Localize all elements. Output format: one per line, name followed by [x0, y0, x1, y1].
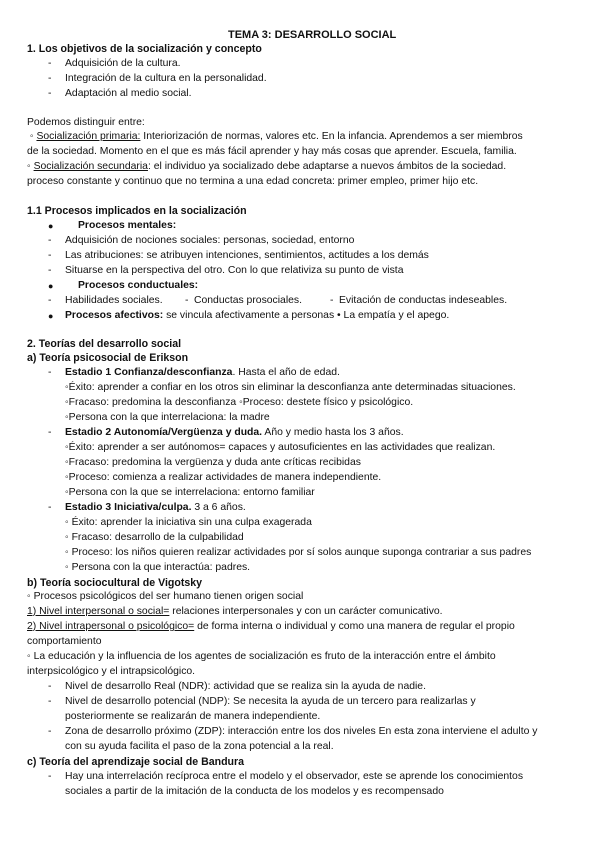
stage-detail: ◦Proceso: comienza a realizar actividades de manera independiente. — [65, 472, 382, 483]
stage-2-line: Estadio 2 Autonomía/Vergüenza y duda. Año y medio hasta los 3 años. — [65, 427, 404, 438]
stage-detail: ◦ Fracaso: desarrollo de la culpabilidad — [65, 532, 244, 543]
development-level-item-cont: con su ayuda facilita el paso de la zona potencial a la real. — [65, 741, 334, 752]
vigotsky-intro: ◦ Procesos psicológicos del ser humano tienen origen social — [27, 591, 304, 602]
development-level-item: Zona de desarrollo próximo (ZDP): interacción entre los dos niveles En esta zona interviene el adulto y — [65, 726, 538, 737]
dash-marker: - — [48, 235, 52, 246]
dash-marker: - — [330, 295, 334, 306]
vigotsky-heading: b) Teoría sociocultural de Vigotsky — [27, 577, 203, 589]
section-1-1-heading: 1.1 Procesos implicados en la socialización — [27, 205, 247, 217]
level-1-line: 1) Nivel interpersonal o social= relaciones interpersonales y con un carácter comunicativo. — [27, 606, 443, 617]
behavioral-process-item: Evitación de conductas indeseables. — [339, 295, 508, 306]
dash-marker: - — [48, 726, 52, 737]
behavioral-process-item: Habilidades sociales. — [65, 295, 163, 306]
affective-processes-line: Procesos afectivos: se vincula afectivamente a personas • La empatía y el apego. — [65, 310, 450, 321]
dash-marker: - — [48, 250, 52, 261]
development-level-item: Nivel de desarrollo Real (NDR): actividad que se realiza sin la ayuda de nadie. — [65, 681, 426, 692]
behavioral-processes-label: Procesos conductuales: — [78, 280, 199, 291]
objective-item: Integración de la cultura en la personalidad. — [65, 73, 267, 84]
bullet-marker: ● — [48, 311, 54, 321]
stage-2-title: Estadio 2 Autonomía/Vergüenza y duda. — [65, 427, 263, 438]
level-1-label: 1) Nivel interpersonal o social= — [27, 606, 170, 617]
level-2-line: 2) Nivel intrapersonal o psicológico= de forma interna o individual y como una manera de regular el propio — [27, 621, 515, 632]
secondary-socialization-line-2: proceso constante y continuo que no termina a una edad concreta: primer empleo, primer hijo etc. — [27, 176, 479, 187]
mental-process-item: Situarse en la perspectiva del otro. Con lo que relativiza su punto de vista — [65, 265, 404, 276]
secondary-socialization-line: ◦ Socialización secundaria: el individuo ya socializado debe adaptarse a nuevos ámbitos de la sociedad. — [27, 161, 507, 172]
bandura-text-2: sociales a partir de la imitación de la conducta de los modelos y es recompensado — [65, 786, 444, 797]
bullet-marker: ● — [48, 281, 54, 291]
dash-marker: - — [48, 771, 52, 782]
development-level-item-cont: posteriormente se realizarán de manera independiente. — [65, 711, 321, 722]
development-level-item: Nivel de desarrollo potencial (NDP): Se necesita la ayuda de un tercero para realizarlas y — [65, 696, 476, 707]
dash-marker: - — [48, 681, 52, 692]
stage-detail: ◦ Proceso: los niños quieren realizar actividades por sí solos aunque suponga contrariar a sus padres — [65, 547, 532, 558]
stage-1-title: Estadio 1 Confianza/desconfianza — [65, 367, 233, 378]
erikson-heading: a) Teoría psicosocial de Erikson — [27, 352, 189, 364]
dash-marker: - — [48, 502, 52, 513]
bandura-text: Hay una interrelación recíproca entre el modelo y el observador, este se aprende los conocimientos — [65, 771, 524, 782]
dash-marker: - — [48, 88, 52, 99]
stage-3-title: Estadio 3 Iniciativa/culpa. — [65, 502, 192, 513]
level-2-label: 2) Nivel intrapersonal o psicológico= — [27, 621, 195, 632]
stage-detail: ◦ Éxito: aprender la iniciativa sin una culpa exagerada — [65, 517, 312, 528]
primary-socialization-label: Socialización primaria: — [36, 131, 141, 142]
dash-marker: - — [48, 58, 52, 69]
stage-1-line: Estadio 1 Confianza/desconfianza. Hasta el año de edad. — [65, 367, 340, 378]
bullet-marker: ● — [48, 221, 54, 231]
stage-detail: ◦ Persona con la que interactúa: padres. — [65, 562, 251, 573]
mental-processes-label: Procesos mentales: — [78, 220, 177, 231]
bandura-heading: c) Teoría del aprendizaje social de Bandura — [27, 756, 245, 768]
mental-process-item: Adquisición de nociones sociales: personas, sociedad, entorno — [65, 235, 355, 246]
section-2-heading: 2. Teorías del desarrollo social — [27, 338, 182, 350]
stage-detail: ◦Persona con la que se interrelaciona: entorno familiar — [65, 487, 315, 498]
dash-marker: - — [48, 696, 52, 707]
objective-item: Adquisición de la cultura. — [65, 58, 181, 69]
stage-detail: ◦Éxito: aprender a ser autónomos= capaces y autosuficientes en las actividades que realizan. — [65, 442, 496, 453]
dash-marker: - — [48, 295, 52, 306]
distinguish-text: Podemos distinguir entre: — [27, 117, 145, 128]
primary-socialization-line-2: de la sociedad. Momento en el que es más fácil aprender y hay más cosas que aprender. Escuela, familia. — [27, 146, 517, 157]
secondary-socialization-label: Socialización secundaria — [33, 161, 148, 172]
dash-marker: - — [48, 427, 52, 438]
dash-marker: - — [48, 265, 52, 276]
section-1-heading: 1. Los objetivos de la socialización y concepto — [27, 43, 262, 55]
level-2-line-2: comportamiento — [27, 636, 102, 647]
objective-item: Adaptación al medio social. — [65, 88, 192, 99]
dash-marker: - — [48, 73, 52, 84]
dash-marker: - — [185, 295, 189, 306]
behavioral-process-item: Conductas prosociales. — [194, 295, 303, 306]
stage-detail: ◦Persona con la que interrelaciona: la madre — [65, 412, 270, 423]
stage-detail: ◦Éxito: aprender a confiar en los otros sin eliminar la desconfianza ante determinadas situaciones. — [65, 382, 516, 393]
stage-detail: ◦Fracaso: predomina la desconfianza ◦Proceso: destete físico y psicológico. — [65, 397, 414, 408]
affective-processes-label: Procesos afectivos: — [65, 310, 164, 321]
education-line: ◦ La educación y la influencia de los agentes de socialización es fruto de la interacción entre el ámbito — [27, 651, 496, 662]
stage-3-line: Estadio 3 Iniciativa/culpa. 3 a 6 años. — [65, 502, 246, 513]
stage-detail: ◦Fracaso: predomina la vergüenza y duda ante críticas recibidas — [65, 457, 361, 468]
education-line-2: interpsicológico y el intrapsicológico. — [27, 666, 196, 677]
mental-process-item: Las atribuciones: se atribuyen intenciones, sentimientos, actitudes a los demás — [65, 250, 429, 261]
document-title: TEMA 3: DESARROLLO SOCIAL — [228, 29, 397, 41]
primary-socialization-line: ◦ Socialización primaria: Interiorización de normas, valores etc. En la infancia. Aprendemos a ser miembros — [27, 131, 523, 142]
dash-marker: - — [48, 367, 52, 378]
